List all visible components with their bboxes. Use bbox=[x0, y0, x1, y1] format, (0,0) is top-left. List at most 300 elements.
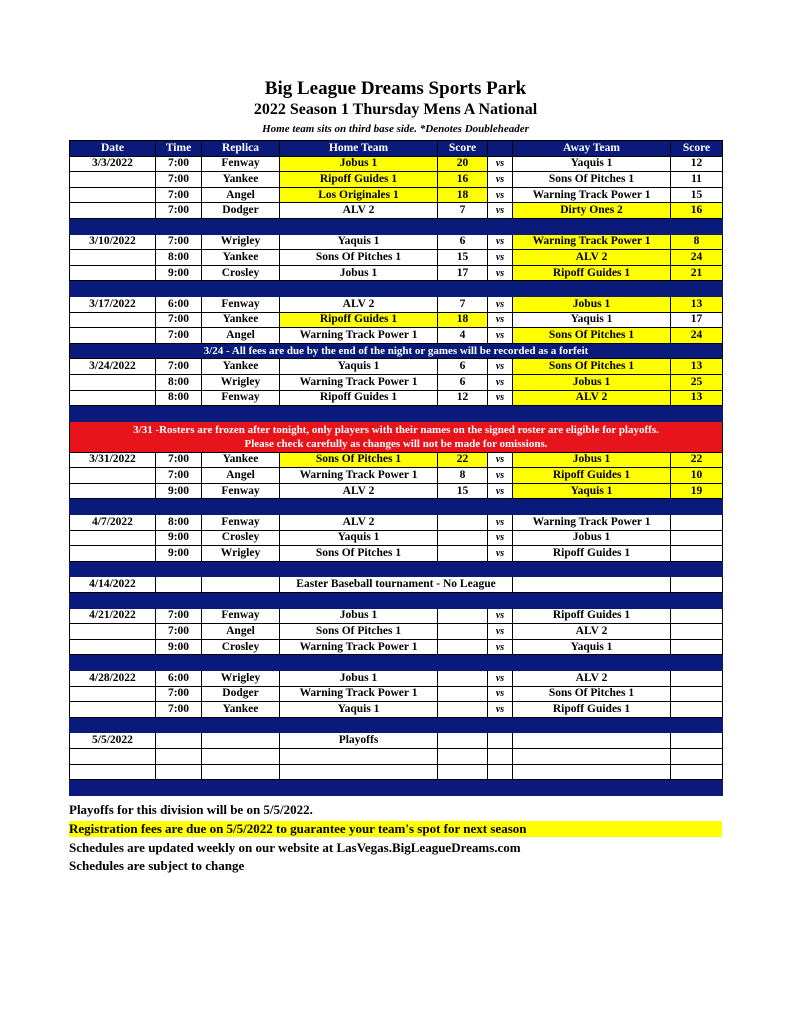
home-team-cell: Sons Of Pitches 1 bbox=[280, 624, 438, 640]
vs-cell: vs bbox=[488, 530, 513, 546]
table-row bbox=[70, 328, 723, 344]
away-score-cell bbox=[671, 686, 723, 702]
replica-cell: Yankee bbox=[202, 359, 280, 375]
home-score-cell: 18 bbox=[438, 187, 488, 203]
home-team-cell: Jobus 1 bbox=[280, 265, 438, 281]
vs-cell: vs bbox=[488, 624, 513, 640]
vs-cell: vs bbox=[488, 296, 513, 312]
alert-cell bbox=[70, 421, 723, 452]
schedule-body bbox=[70, 156, 723, 795]
home-team-cell: Sons Of Pitches 1 bbox=[280, 452, 438, 468]
away-score-cell: 10 bbox=[671, 468, 723, 484]
away-team-cell: Ripoff Guides 1 bbox=[513, 468, 671, 484]
date-cell: 3/3/2022 bbox=[70, 156, 156, 172]
replica-cell: Fenway bbox=[202, 483, 280, 499]
vs-cell: vs bbox=[488, 203, 513, 219]
replica-cell: Crosley bbox=[202, 530, 280, 546]
home-team-cell: Yaquis 1 bbox=[280, 359, 438, 375]
vs-cell: vs bbox=[488, 234, 513, 250]
column-header-date: Date bbox=[70, 141, 156, 157]
table-row bbox=[70, 608, 723, 624]
separator-row bbox=[70, 717, 723, 733]
vs-cell: vs bbox=[488, 702, 513, 718]
home-score-cell: 18 bbox=[438, 312, 488, 328]
vs-cell: vs bbox=[488, 156, 513, 172]
time-cell: 7:00 bbox=[156, 452, 202, 468]
date-cell bbox=[70, 639, 156, 655]
vs-cell: vs bbox=[488, 483, 513, 499]
table-row bbox=[70, 390, 723, 406]
table-row bbox=[70, 452, 723, 468]
away-team-cell: Ripoff Guides 1 bbox=[513, 702, 671, 718]
away-score-cell: 16 bbox=[671, 203, 723, 219]
schedule-note: Home team sits on third base side. *Denotes Doubleheader bbox=[262, 123, 529, 135]
home-team-cell: Yaquis 1 bbox=[280, 234, 438, 250]
replica-cell: Wrigley bbox=[202, 546, 280, 562]
table-row bbox=[70, 702, 723, 718]
date-cell bbox=[70, 483, 156, 499]
home-score-cell: 7 bbox=[438, 203, 488, 219]
home-score-cell: 16 bbox=[438, 172, 488, 188]
home-score-cell bbox=[438, 608, 488, 624]
replica-cell bbox=[202, 733, 280, 749]
home-score-cell: 7 bbox=[438, 296, 488, 312]
home-team-cell: Yaquis 1 bbox=[280, 702, 438, 718]
table-row bbox=[70, 530, 723, 546]
home-team-cell: Warning Track Power 1 bbox=[280, 686, 438, 702]
home-score-cell: 12 bbox=[438, 390, 488, 406]
home-score-cell: 6 bbox=[438, 359, 488, 375]
separator-row bbox=[70, 561, 723, 577]
away-score-cell: 24 bbox=[671, 250, 723, 266]
date-cell bbox=[70, 312, 156, 328]
separator-row bbox=[70, 780, 723, 796]
date-cell bbox=[70, 686, 156, 702]
table-row bbox=[70, 172, 723, 188]
vs-cell: vs bbox=[488, 686, 513, 702]
vs-cell: vs bbox=[488, 608, 513, 624]
home-team-cell: Warning Track Power 1 bbox=[280, 468, 438, 484]
footer-change-notice: Schedules are subject to change bbox=[69, 858, 245, 873]
home-score-cell bbox=[438, 764, 488, 780]
table-row bbox=[70, 483, 723, 499]
date-cell: 4/28/2022 bbox=[70, 671, 156, 687]
time-cell: 7:00 bbox=[156, 624, 202, 640]
schedule-table bbox=[69, 140, 723, 796]
table-row bbox=[70, 577, 723, 593]
vs-cell: vs bbox=[488, 452, 513, 468]
away-team-cell bbox=[513, 577, 671, 593]
home-score-cell bbox=[438, 748, 488, 764]
replica-cell: Fenway bbox=[202, 515, 280, 531]
separator-cell bbox=[70, 406, 723, 422]
date-cell bbox=[70, 187, 156, 203]
separator-row bbox=[70, 406, 723, 422]
away-score-cell bbox=[671, 515, 723, 531]
away-team-cell: ALV 2 bbox=[513, 390, 671, 406]
column-header-away-score: Score bbox=[671, 141, 723, 157]
away-score-cell bbox=[671, 624, 723, 640]
time-cell: 7:00 bbox=[156, 203, 202, 219]
table-row bbox=[70, 515, 723, 531]
home-team-cell bbox=[280, 748, 438, 764]
date-cell bbox=[70, 530, 156, 546]
date-cell: 4/7/2022 bbox=[70, 515, 156, 531]
date-cell bbox=[70, 265, 156, 281]
away-score-cell: 11 bbox=[671, 172, 723, 188]
table-row bbox=[70, 624, 723, 640]
column-header-replica: Replica bbox=[202, 141, 280, 157]
away-team-cell: Dirty Ones 2 bbox=[513, 203, 671, 219]
column-header-home-score: Score bbox=[438, 141, 488, 157]
vs-cell: vs bbox=[488, 671, 513, 687]
away-team-cell: Sons Of Pitches 1 bbox=[513, 359, 671, 375]
home-score-cell bbox=[438, 530, 488, 546]
separator-cell bbox=[70, 281, 723, 297]
replica-cell: Angel bbox=[202, 624, 280, 640]
date-cell bbox=[70, 624, 156, 640]
away-score-cell bbox=[671, 639, 723, 655]
table-header-row bbox=[70, 141, 723, 157]
home-score-cell bbox=[438, 546, 488, 562]
date-cell: 3/24/2022 bbox=[70, 359, 156, 375]
date-cell bbox=[70, 546, 156, 562]
time-cell: 8:00 bbox=[156, 390, 202, 406]
away-score-cell bbox=[671, 530, 723, 546]
vs-cell: vs bbox=[488, 639, 513, 655]
alert-row bbox=[70, 421, 723, 452]
vs-cell bbox=[488, 733, 513, 749]
table-row bbox=[70, 187, 723, 203]
away-team-cell: Jobus 1 bbox=[513, 374, 671, 390]
away-team-cell: Ripoff Guides 1 bbox=[513, 265, 671, 281]
table-row bbox=[70, 671, 723, 687]
date-cell bbox=[70, 390, 156, 406]
vs-cell bbox=[488, 764, 513, 780]
time-cell: 6:00 bbox=[156, 671, 202, 687]
home-score-cell bbox=[438, 624, 488, 640]
date-cell bbox=[70, 374, 156, 390]
away-score-cell: 15 bbox=[671, 187, 723, 203]
replica-cell: Yankee bbox=[202, 702, 280, 718]
date-cell bbox=[70, 172, 156, 188]
home-score-cell: 17 bbox=[438, 265, 488, 281]
away-team-cell: Warning Track Power 1 bbox=[513, 515, 671, 531]
replica-cell: Dodger bbox=[202, 203, 280, 219]
table-row bbox=[70, 250, 723, 266]
home-team-cell: Jobus 1 bbox=[280, 608, 438, 624]
away-team-cell: Warning Track Power 1 bbox=[513, 234, 671, 250]
replica-cell: Angel bbox=[202, 187, 280, 203]
replica-cell: Crosley bbox=[202, 639, 280, 655]
date-cell: 3/31/2022 bbox=[70, 452, 156, 468]
away-team-cell: ALV 2 bbox=[513, 624, 671, 640]
date-cell bbox=[70, 250, 156, 266]
time-cell: 7:00 bbox=[156, 702, 202, 718]
away-score-cell bbox=[671, 671, 723, 687]
away-score-cell: 24 bbox=[671, 328, 723, 344]
home-score-cell bbox=[438, 639, 488, 655]
vs-cell: vs bbox=[488, 250, 513, 266]
separator-cell bbox=[70, 780, 723, 796]
vs-cell: vs bbox=[488, 328, 513, 344]
table-row bbox=[70, 639, 723, 655]
away-score-cell: 17 bbox=[671, 312, 723, 328]
home-team-cell: Los Originales 1 bbox=[280, 187, 438, 203]
time-cell: 7:00 bbox=[156, 328, 202, 344]
replica-cell: Wrigley bbox=[202, 234, 280, 250]
column-header-home-team: Home Team bbox=[280, 141, 438, 157]
away-team-cell: Ripoff Guides 1 bbox=[513, 608, 671, 624]
vs-cell: vs bbox=[488, 172, 513, 188]
away-score-cell bbox=[671, 764, 723, 780]
table-row bbox=[70, 296, 723, 312]
date-cell: 3/17/2022 bbox=[70, 296, 156, 312]
away-score-cell: 21 bbox=[671, 265, 723, 281]
home-team-cell: Warning Track Power 1 bbox=[280, 639, 438, 655]
home-team-cell bbox=[280, 764, 438, 780]
replica-cell: Fenway bbox=[202, 156, 280, 172]
time-cell: 9:00 bbox=[156, 530, 202, 546]
replica-cell: Yankee bbox=[202, 172, 280, 188]
column-header-time: Time bbox=[156, 141, 202, 157]
away-team-cell bbox=[513, 764, 671, 780]
separator-cell bbox=[70, 593, 723, 609]
time-cell: 7:00 bbox=[156, 312, 202, 328]
away-score-cell: 13 bbox=[671, 359, 723, 375]
alert-line-1: 3/31 -Rosters are frozen after tonight, only players with their names on the signed roster are eligible for playoffs. bbox=[133, 423, 659, 436]
date-cell bbox=[70, 328, 156, 344]
home-score-cell: 4 bbox=[438, 328, 488, 344]
time-cell: 9:00 bbox=[156, 546, 202, 562]
home-team-cell: Sons Of Pitches 1 bbox=[280, 546, 438, 562]
table-row bbox=[70, 359, 723, 375]
vs-cell: vs bbox=[488, 187, 513, 203]
away-score-cell: 12 bbox=[671, 156, 723, 172]
date-cell bbox=[70, 468, 156, 484]
home-team-cell: Jobus 1 bbox=[280, 156, 438, 172]
replica-cell: Yankee bbox=[202, 452, 280, 468]
away-score-cell: 22 bbox=[671, 452, 723, 468]
vs-cell: vs bbox=[488, 374, 513, 390]
replica-cell: Yankee bbox=[202, 312, 280, 328]
time-cell: 7:00 bbox=[156, 187, 202, 203]
replica-cell: Yankee bbox=[202, 250, 280, 266]
away-team-cell: Yaquis 1 bbox=[513, 639, 671, 655]
away-team-cell bbox=[513, 748, 671, 764]
away-score-cell: 13 bbox=[671, 296, 723, 312]
separator-row bbox=[70, 655, 723, 671]
page-subtitle: 2022 Season 1 Thursday Mens A National bbox=[253, 101, 538, 118]
replica-cell: Angel bbox=[202, 468, 280, 484]
footer-playoffs: Playoffs for this division will be on 5/5/2022. bbox=[69, 802, 313, 817]
replica-cell bbox=[202, 764, 280, 780]
home-score-cell: 22 bbox=[438, 452, 488, 468]
vs-cell: vs bbox=[488, 468, 513, 484]
date-cell: 5/5/2022 bbox=[70, 733, 156, 749]
away-score-cell: 13 bbox=[671, 390, 723, 406]
home-team-cell: Yaquis 1 bbox=[280, 530, 438, 546]
time-cell: 6:00 bbox=[156, 296, 202, 312]
away-team-cell: Warning Track Power 1 bbox=[513, 187, 671, 203]
time-cell bbox=[156, 764, 202, 780]
away-team-cell: Sons Of Pitches 1 bbox=[513, 328, 671, 344]
time-cell: 7:00 bbox=[156, 172, 202, 188]
away-team-cell: Ripoff Guides 1 bbox=[513, 546, 671, 562]
home-team-cell: Warning Track Power 1 bbox=[280, 374, 438, 390]
time-cell: 9:00 bbox=[156, 265, 202, 281]
home-score-cell bbox=[438, 702, 488, 718]
table-row bbox=[70, 234, 723, 250]
table-row bbox=[70, 468, 723, 484]
home-team-cell: Jobus 1 bbox=[280, 671, 438, 687]
away-score-cell bbox=[671, 733, 723, 749]
away-team-cell: Sons Of Pitches 1 bbox=[513, 686, 671, 702]
home-team-cell: ALV 2 bbox=[280, 203, 438, 219]
time-cell: 7:00 bbox=[156, 156, 202, 172]
separator-row bbox=[70, 499, 723, 515]
separator-row bbox=[70, 218, 723, 234]
notice-text: 3/24 - All fees are due by the end of the night or games will be recorded as a forfeit bbox=[70, 343, 723, 359]
date-cell bbox=[70, 748, 156, 764]
event-cell: Easter Baseball tournament - No League bbox=[280, 577, 513, 593]
replica-cell: Fenway bbox=[202, 390, 280, 406]
time-cell bbox=[156, 733, 202, 749]
home-score-cell: 8 bbox=[438, 468, 488, 484]
away-score-cell bbox=[671, 702, 723, 718]
home-team-cell: Ripoff Guides 1 bbox=[280, 390, 438, 406]
away-team-cell: Yaquis 1 bbox=[513, 156, 671, 172]
away-score-cell: 19 bbox=[671, 483, 723, 499]
away-score-cell: 8 bbox=[671, 234, 723, 250]
away-team-cell: ALV 2 bbox=[513, 250, 671, 266]
date-cell bbox=[70, 764, 156, 780]
away-team-cell: Jobus 1 bbox=[513, 530, 671, 546]
replica-cell: Wrigley bbox=[202, 374, 280, 390]
time-cell: 8:00 bbox=[156, 374, 202, 390]
home-score-cell: 6 bbox=[438, 374, 488, 390]
away-team-cell: Sons Of Pitches 1 bbox=[513, 172, 671, 188]
home-score-cell: 6 bbox=[438, 234, 488, 250]
alert-line-2: Please check carefully as changes will not be made for omissions. bbox=[244, 437, 548, 450]
vs-cell bbox=[488, 748, 513, 764]
time-cell: 8:00 bbox=[156, 250, 202, 266]
table-row bbox=[70, 748, 723, 764]
time-cell: 8:00 bbox=[156, 515, 202, 531]
home-team-cell: ALV 2 bbox=[280, 483, 438, 499]
table-row bbox=[70, 686, 723, 702]
separator-row bbox=[70, 281, 723, 297]
replica-cell: Wrigley bbox=[202, 671, 280, 687]
separator-cell bbox=[70, 717, 723, 733]
date-cell: 3/10/2022 bbox=[70, 234, 156, 250]
replica-cell: Fenway bbox=[202, 608, 280, 624]
vs-cell: vs bbox=[488, 515, 513, 531]
home-score-cell: 20 bbox=[438, 156, 488, 172]
home-team-cell: ALV 2 bbox=[280, 515, 438, 531]
table-row bbox=[70, 312, 723, 328]
table-row bbox=[70, 203, 723, 219]
away-team-cell: Yaquis 1 bbox=[513, 312, 671, 328]
vs-cell: vs bbox=[488, 390, 513, 406]
home-score-cell bbox=[438, 671, 488, 687]
home-team-cell: ALV 2 bbox=[280, 296, 438, 312]
away-score-cell bbox=[671, 546, 723, 562]
date-cell: 4/14/2022 bbox=[70, 577, 156, 593]
time-cell: 9:00 bbox=[156, 639, 202, 655]
column-header-away-team: Away Team bbox=[513, 141, 671, 157]
time-cell: 7:00 bbox=[156, 608, 202, 624]
away-score-cell: 25 bbox=[671, 374, 723, 390]
date-cell: 4/21/2022 bbox=[70, 608, 156, 624]
home-score-cell: 15 bbox=[438, 250, 488, 266]
home-team-cell: Playoffs bbox=[280, 733, 438, 749]
replica-cell: Dodger bbox=[202, 686, 280, 702]
date-cell bbox=[70, 203, 156, 219]
separator-cell bbox=[70, 561, 723, 577]
vs-cell: vs bbox=[488, 546, 513, 562]
time-cell: 7:00 bbox=[156, 359, 202, 375]
table-row bbox=[70, 374, 723, 390]
vs-cell: vs bbox=[488, 359, 513, 375]
home-team-cell: Ripoff Guides 1 bbox=[280, 312, 438, 328]
table-row bbox=[70, 546, 723, 562]
table-row bbox=[70, 265, 723, 281]
vs-cell: vs bbox=[488, 312, 513, 328]
home-score-cell bbox=[438, 686, 488, 702]
away-score-cell bbox=[671, 577, 723, 593]
table-row bbox=[70, 156, 723, 172]
notice-row bbox=[70, 343, 723, 359]
replica-cell: Crosley bbox=[202, 265, 280, 281]
column-header-vs bbox=[488, 141, 513, 157]
away-team-cell bbox=[513, 733, 671, 749]
table-row bbox=[70, 764, 723, 780]
away-score-cell bbox=[671, 608, 723, 624]
away-team-cell: Jobus 1 bbox=[513, 452, 671, 468]
time-cell: 7:00 bbox=[156, 686, 202, 702]
footer-website: Schedules are updated weekly on our website at LasVegas.BigLeagueDreams.com bbox=[69, 840, 521, 855]
home-score-cell bbox=[438, 515, 488, 531]
replica-cell bbox=[202, 748, 280, 764]
footer-registration: Registration fees are due on 5/5/2022 to guarantee your team's spot for next season bbox=[69, 821, 722, 837]
separator-row bbox=[70, 593, 723, 609]
time-cell: 7:00 bbox=[156, 234, 202, 250]
replica-cell: Fenway bbox=[202, 296, 280, 312]
separator-cell bbox=[70, 499, 723, 515]
away-team-cell: ALV 2 bbox=[513, 671, 671, 687]
date-cell bbox=[70, 702, 156, 718]
time-cell: 7:00 bbox=[156, 468, 202, 484]
home-score-cell: 15 bbox=[438, 483, 488, 499]
table-row bbox=[70, 733, 723, 749]
away-score-cell bbox=[671, 748, 723, 764]
time-cell bbox=[156, 748, 202, 764]
page-title: Big League Dreams Sports Park bbox=[264, 78, 527, 99]
vs-cell: vs bbox=[488, 265, 513, 281]
home-score-cell bbox=[438, 733, 488, 749]
time-cell: 9:00 bbox=[156, 483, 202, 499]
separator-cell bbox=[70, 655, 723, 671]
replica-cell bbox=[202, 577, 280, 593]
time-cell bbox=[156, 577, 202, 593]
separator-cell bbox=[70, 218, 723, 234]
replica-cell: Angel bbox=[202, 328, 280, 344]
away-team-cell: Jobus 1 bbox=[513, 296, 671, 312]
home-team-cell: Ripoff Guides 1 bbox=[280, 172, 438, 188]
home-team-cell: Warning Track Power 1 bbox=[280, 328, 438, 344]
away-team-cell: Yaquis 1 bbox=[513, 483, 671, 499]
